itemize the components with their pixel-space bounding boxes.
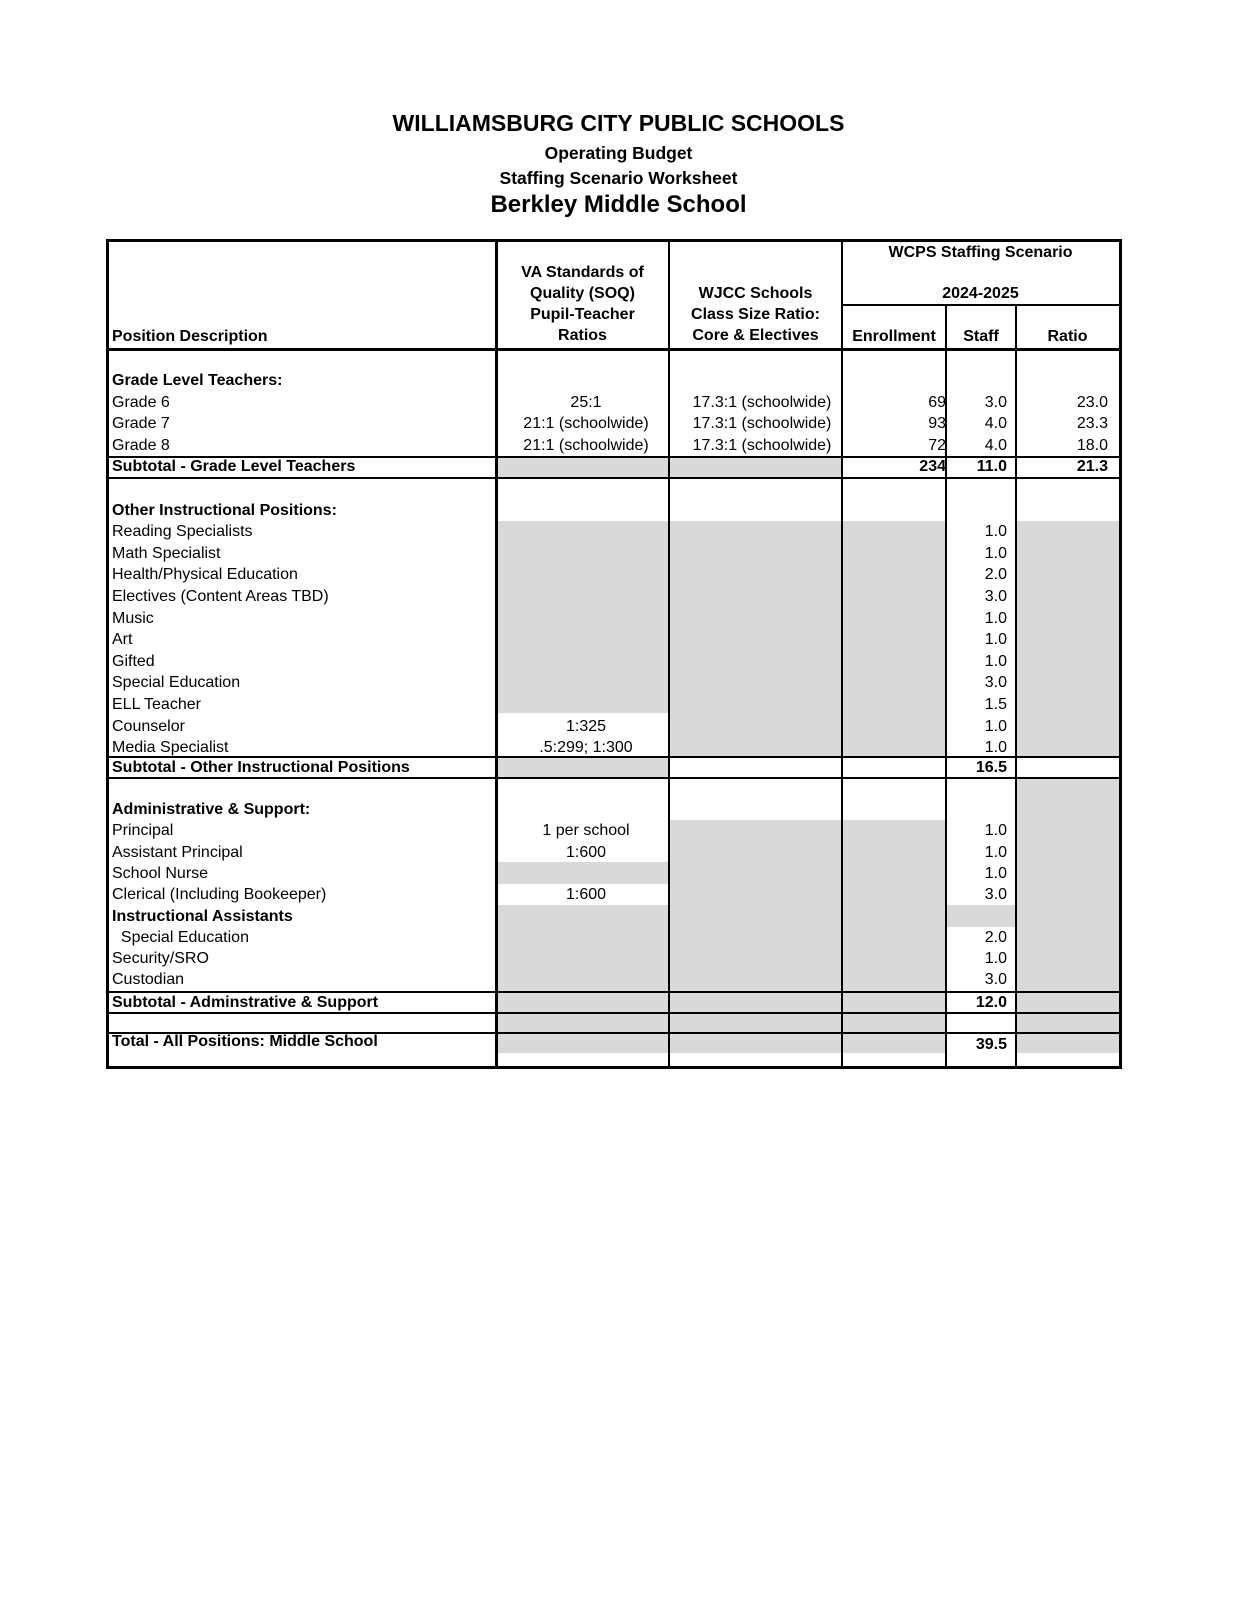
table-row <box>109 948 1119 970</box>
header-enrollment: Enrollment <box>852 328 936 345</box>
header-wjcc-line3: Core & Electives <box>692 327 819 344</box>
subtotal-label: Subtotal - Adminstrative & Support <box>112 993 379 1011</box>
total-row <box>109 1033 1119 1055</box>
row-label: Music <box>112 609 154 627</box>
table-row <box>109 820 1119 842</box>
row-staff: 1.5 <box>984 696 1007 713</box>
row-label: Health/Physical Education <box>112 566 298 584</box>
table-row <box>109 392 1119 414</box>
table-row <box>109 842 1119 864</box>
row-label: Reading Specialists <box>112 523 253 541</box>
table-row <box>109 564 1119 586</box>
row-staff: 1.0 <box>984 631 1007 649</box>
row-label: Grade 6 <box>112 393 170 411</box>
row-staff: 1.0 <box>984 523 1007 541</box>
table-row <box>109 435 1119 457</box>
row-label: Counselor <box>112 717 185 735</box>
row-label: Math Specialist <box>112 544 221 562</box>
table-row <box>109 651 1119 673</box>
subtotal-label: Subtotal - Other Instructional Positions <box>112 758 410 776</box>
section-label: Grade Level Teachers: <box>112 372 283 389</box>
header-position: Position Description <box>112 328 268 345</box>
header-wjcc-line2: Class Size Ratio: <box>691 306 820 323</box>
row-staff: 4.0 <box>984 415 1007 433</box>
row-ratio: 18.0 <box>1076 436 1108 454</box>
total-label: Total - All Positions: Middle School <box>112 1032 378 1050</box>
row-soq: 1:325 <box>565 717 607 735</box>
row-label: Special Education <box>112 674 241 692</box>
table-row <box>109 906 1119 928</box>
row-label: Grade 7 <box>112 415 170 433</box>
row-staff: 1.0 <box>984 822 1007 840</box>
row-wjcc: 17.3:1 (schoolwide) <box>692 393 832 411</box>
row-label: Custodian <box>112 971 185 989</box>
rule-scenario-split <box>841 304 1119 306</box>
subtotal-staff: 16.5 <box>975 758 1007 776</box>
header-soq-line4: Ratios <box>558 327 607 344</box>
row-soq: 21:1 (schoolwide) <box>523 436 649 454</box>
row-label: Clerical (Including Bookeeper) <box>112 886 327 904</box>
total-staff: 39.5 <box>975 1035 1007 1053</box>
row-staff: 1.0 <box>984 864 1007 882</box>
subtotal-row-grade <box>109 456 1119 478</box>
table-row <box>109 969 1119 991</box>
budget-subtitle: Operating Budget <box>544 143 693 163</box>
header-scenario: WCPS Staffing Scenario <box>888 244 1073 261</box>
row-staff: 3.0 <box>984 674 1007 692</box>
row-label: Principal <box>112 822 174 840</box>
table-row <box>109 716 1119 738</box>
table-row <box>109 586 1119 608</box>
table-row <box>109 543 1119 565</box>
table-row <box>109 694 1119 716</box>
row-soq: 25:1 <box>570 393 602 411</box>
row-enrollment: 93 <box>928 415 946 433</box>
table-row <box>109 629 1119 651</box>
header-wjcc <box>669 283 842 346</box>
subtotal-row-other <box>109 757 1119 779</box>
row-label: Grade 8 <box>112 436 170 454</box>
row-label: Assistant Principal <box>112 843 243 861</box>
row-wjcc: 17.3:1 (schoolwide) <box>692 436 832 454</box>
row-staff: 3.0 <box>984 886 1007 904</box>
section-heading-admin <box>109 799 1119 821</box>
row-soq: 1:600 <box>565 886 607 904</box>
row-soq: .5:299; 1:300 <box>539 739 633 757</box>
row-label: Gifted <box>112 652 155 670</box>
row-ratio: 23.0 <box>1076 393 1108 411</box>
row-soq: 21:1 (schoolwide) <box>523 415 649 433</box>
row-label: School Nurse <box>112 864 209 882</box>
row-enrollment: 69 <box>928 393 946 411</box>
header-soq-line2: Quality (SOQ) <box>530 285 635 302</box>
school-title: Berkley Middle School <box>490 191 747 218</box>
subtotal-staff: 12.0 <box>975 993 1007 1011</box>
row-staff: 1.0 <box>984 843 1007 861</box>
header-soq <box>496 262 669 346</box>
row-soq: 1:600 <box>565 843 607 861</box>
row-staff: 1.0 <box>984 652 1007 670</box>
row-label: Instructional Assistants <box>112 907 293 925</box>
row-staff: 3.0 <box>984 588 1007 605</box>
header-ratio: Ratio <box>1047 328 1088 345</box>
row-staff: 1.0 <box>984 950 1007 968</box>
staffing-table <box>106 239 1122 1069</box>
section-label: Other Instructional Positions: <box>112 501 337 519</box>
subtotal-staff: 11.0 <box>976 458 1007 476</box>
table-row <box>109 927 1119 949</box>
header-soq-line1: VA Standards of <box>521 264 644 281</box>
subtotal-ratio: 21.3 <box>1076 458 1108 476</box>
subtotal-label: Subtotal - Grade Level Teachers <box>112 458 356 476</box>
row-staff: 3.0 <box>984 393 1007 411</box>
row-ratio: 23.3 <box>1076 415 1108 433</box>
row-staff: 1.0 <box>984 544 1007 562</box>
header-staff: Staff <box>963 328 999 345</box>
section-heading-grade <box>109 370 1119 392</box>
row-soq: 1 per school <box>542 822 630 840</box>
subtotal-row-admin <box>109 992 1119 1014</box>
row-wjcc: 17.3:1 (schoolwide) <box>692 415 832 433</box>
header-soq-line3: Pupil-Teacher <box>530 306 635 323</box>
row-staff: 1.0 <box>984 739 1007 757</box>
row-staff: 3.0 <box>984 971 1007 989</box>
worksheet-subtitle: Staffing Scenario Worksheet <box>499 168 738 188</box>
row-staff: 2.0 <box>984 566 1007 584</box>
table-row <box>109 863 1119 885</box>
table-row <box>109 608 1119 630</box>
row-label: ELL Teacher <box>112 696 201 713</box>
header-year: 2024-2025 <box>942 285 1019 302</box>
row-label: Media Specialist <box>112 739 229 757</box>
header-wjcc-line1: WJCC Schools <box>698 285 813 302</box>
row-label: Art <box>112 631 133 649</box>
row-label: Special Education <box>112 928 249 946</box>
subtotal-enrollment: 234 <box>919 458 946 476</box>
table-row <box>109 521 1119 543</box>
row-enrollment: 72 <box>928 436 946 454</box>
row-label: Electives (Content Areas TBD) <box>112 588 329 605</box>
row-label: Security/SRO <box>112 950 209 968</box>
org-title: WILLIAMSBURG CITY PUBLIC SCHOOLS <box>392 110 845 136</box>
section-heading-other <box>109 500 1119 522</box>
rule-header-bottom <box>109 348 1119 351</box>
row-staff: 1.0 <box>984 609 1007 627</box>
table-row <box>109 413 1119 435</box>
row-staff: 1.0 <box>984 717 1007 735</box>
section-label: Administrative & Support: <box>112 800 311 818</box>
row-staff: 4.0 <box>984 436 1007 454</box>
table-row <box>109 884 1119 906</box>
row-staff: 2.0 <box>984 928 1007 946</box>
table-row <box>109 672 1119 694</box>
